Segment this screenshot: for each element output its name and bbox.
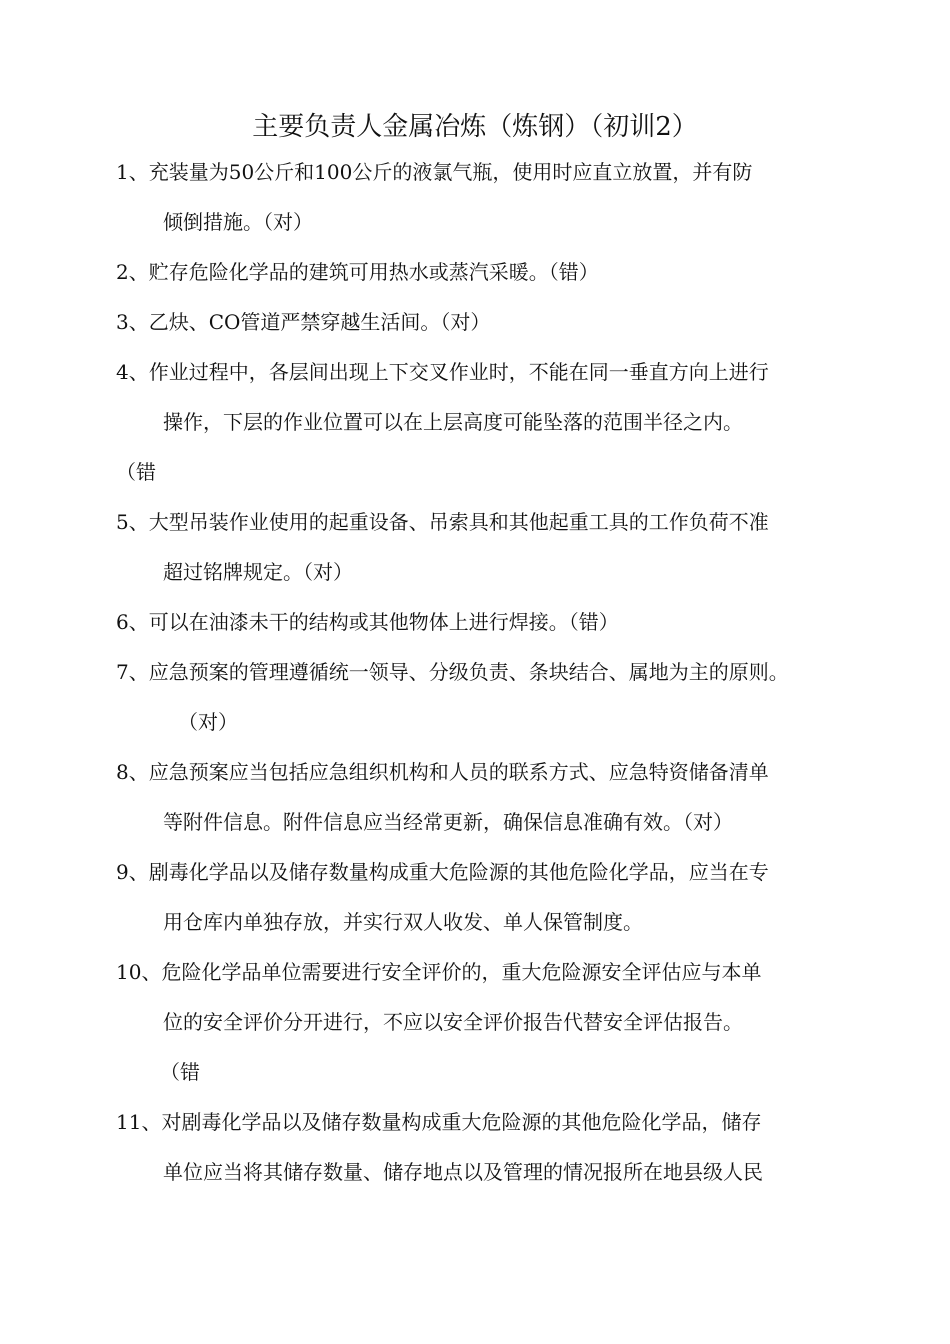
question-line: 8、应急预案应当包括应急组织机构和人员的联系方式、应急特资储备清单 xyxy=(116,760,769,784)
question-line: 9、剧毒化学品以及储存数量构成重大危险源的其他危险化学品，应当在专 xyxy=(116,860,769,884)
question-line: 4、作业过程中，各层间出现上下交叉作业时，不能在同一垂直方向上进行 xyxy=(116,360,769,384)
question-line: 单位应当将其储存数量、储存地点以及管理的情况报所在地县级人民 xyxy=(163,1160,763,1184)
question-line: 7、应急预案的管理遵循统一领导、分级负责、条块结合、属地为主的原则。 xyxy=(116,660,789,684)
question-line: 超过铭牌规定。（对） xyxy=(163,560,353,584)
question-line: 倾倒措施。（对） xyxy=(163,210,313,234)
question-line: （错 xyxy=(160,1060,200,1084)
page-title: 主要负责人金属冶炼（炼钢）（初训2） xyxy=(252,112,698,142)
question-line: 等附件信息。附件信息应当经常更新，确保信息准确有效。（对） xyxy=(163,810,733,834)
question-line: 11、对剧毒化学品以及储存数量构成重大危险源的其他危险化学品，储存 xyxy=(116,1110,762,1134)
question-line: （对） xyxy=(178,710,238,734)
question-line: 3、乙炔、CO管道严禁穿越生活间。（对） xyxy=(116,310,491,334)
question-line: 2、贮存危险化学品的建筑可用热水或蒸汽采暖。（错） xyxy=(116,260,599,284)
question-line: 5、大型吊装作业使用的起重设备、吊索具和其他起重工具的工作负荷不准 xyxy=(116,510,769,534)
question-line: 6、可以在油漆未干的结构或其他物体上进行焊接。（错） xyxy=(116,610,619,634)
question-line: 用仓库内单独存放，并实行双人收发、单人保管制度。 xyxy=(163,910,643,934)
question-line: 10、危险化学品单位需要进行安全评价的，重大危险源安全评估应与本单 xyxy=(116,960,762,984)
question-line: （错 xyxy=(116,460,156,484)
question-line: 位的安全评价分开进行，不应以安全评价报告代替安全评估报告。 xyxy=(163,1010,743,1034)
question-line: 操作，下层的作业位置可以在上层高度可能坠落的范围半径之内。 xyxy=(163,410,743,434)
question-line: 1、充装量为50公斤和100公斤的液氯气瓶，使用时应直立放置，并有防 xyxy=(116,160,753,184)
